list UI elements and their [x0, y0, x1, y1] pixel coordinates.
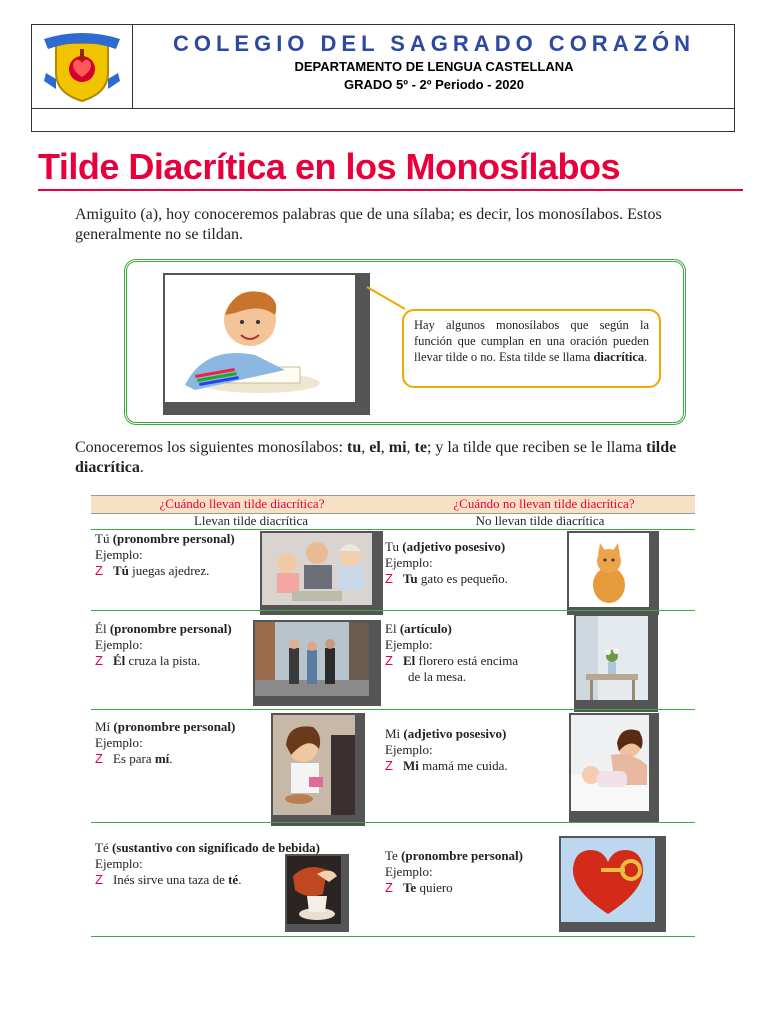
row2-left-type: (pronombre personal) [109, 621, 232, 636]
row1-right-cell [385, 539, 565, 587]
heart-photo-frame [559, 836, 666, 932]
row4-right-example-word: Te [402, 880, 417, 895]
row1-left-word: Tú [95, 531, 110, 546]
para2-start: Conoceremos los siguientes monosílabos: [75, 439, 343, 456]
row4-left-example-rest: . [238, 872, 242, 887]
mother-photo-frame [569, 713, 659, 822]
row3-right-example-rest: mamá me cuida. [418, 758, 508, 773]
example-label: Ejemplo: [385, 864, 433, 879]
word-tu: tu [346, 439, 362, 456]
row2-left-example-rest: cruza la pista. [125, 653, 201, 668]
row2-right-cell [385, 621, 565, 685]
row4-left-example-pre: Inés sirve una taza de [112, 872, 229, 887]
row4-right-type: (pronombre personal) [401, 848, 524, 863]
header-divider [32, 108, 734, 109]
row3-right-example-word: Mi [402, 758, 419, 773]
example-label: Ejemplo: [95, 735, 143, 750]
row4-right-cell [385, 848, 565, 896]
row3-right-cell [385, 726, 565, 774]
row1-left-cell [95, 531, 265, 579]
row3-left-example-rest: . [169, 751, 173, 766]
row-divider [91, 936, 695, 937]
row-divider [91, 529, 695, 530]
row2-right-word: El [385, 621, 397, 636]
speech-end: . [644, 350, 648, 364]
mother-photo [571, 715, 649, 811]
row1-right-word: Tu [385, 539, 399, 554]
row4-left-type: (sustantivo con significado de bebida) [111, 840, 321, 855]
example-label: Ejemplo: [95, 547, 143, 562]
row4-left-example-word: té [228, 872, 239, 887]
bullet-icon: Z [95, 872, 103, 887]
boy-photo [165, 275, 355, 402]
subheader-with-tilde: Llevan tilde diacrítica [193, 513, 309, 528]
row1-left-type: (pronombre personal) [112, 531, 235, 546]
row3-left-type: (pronombre personal) [113, 719, 236, 734]
example-label: Ejemplo: [95, 637, 143, 652]
speech-bubble [402, 309, 661, 388]
example-label: Ejemplo: [95, 856, 143, 871]
row3-left-example-word: mí [154, 751, 170, 766]
bullet-icon: Z [95, 653, 103, 668]
row-divider [91, 822, 695, 823]
row2-right-example-line2: de la mesa. [408, 669, 467, 684]
school-name: COLEGIO DEL SAGRADO CORAZÓN [172, 31, 696, 56]
title-underline [38, 189, 743, 191]
school-crest-icon [42, 29, 122, 105]
speech-text: Hay algunos monosílabos que según la función que cumplan en una oración pueden llevar tilde o no. Esta tilde se llama [414, 318, 649, 364]
row2-left-cell [95, 621, 265, 669]
row4-left-word: Té [95, 840, 109, 855]
row4-left-cell [95, 840, 355, 888]
para2-bold-term: tilde diacrítica [75, 439, 677, 476]
example-label: Ejemplo: [385, 742, 433, 757]
row2-right-example-rest: florero está encima [415, 653, 519, 668]
vase-photo-frame [574, 614, 658, 712]
bullet-icon: Z [385, 653, 393, 668]
row3-left-example-pre: Es para [112, 751, 155, 766]
heart-photo [561, 838, 655, 922]
example-label: Ejemplo: [385, 555, 433, 570]
row4-right-word: Te [385, 848, 398, 863]
chess-photo [262, 533, 372, 605]
speech-bold-term: diacrítica [593, 350, 645, 364]
bullet-icon: Z [385, 880, 393, 895]
row2-right-type: (artículo) [399, 621, 452, 636]
row1-left-example-word: Tú [112, 563, 129, 578]
row1-left-example-rest: juegas ajedrez. [128, 563, 210, 578]
row3-right-type: (adjetivo posesivo) [403, 726, 507, 741]
department-name: DEPARTAMENTO DE LENGUA CASTELLANA [294, 59, 574, 74]
cat-photo-frame [567, 531, 659, 615]
row3-left-cell [95, 719, 265, 767]
table-header [91, 495, 695, 514]
grade-period: GRADO 5º - 2º Periodo - 2020 [344, 77, 524, 92]
logo-cell [32, 25, 133, 108]
street-photo-frame [253, 620, 381, 706]
page-title: Tilde Diacrítica en los Monosílabos [38, 146, 620, 187]
intro-paragraph: Amiguito (a), hoy conoceremos palabras que de una sílaba; es decir, los monosílabos. Estos generalmente no se tildan. [75, 206, 662, 243]
row3-left-word: Mí [95, 719, 111, 734]
row1-right-type: (adjetivo posesivo) [402, 539, 506, 554]
para2-mid: ; y la tilde que reciben se le llama [426, 439, 643, 456]
gift-photo [273, 715, 355, 815]
gift-photo-frame [271, 713, 365, 826]
row-divider [91, 709, 695, 710]
chess-photo-frame [260, 531, 383, 615]
subheader-without-tilde: No llevan tilde diacrítica [475, 513, 605, 528]
boy-photo-frame [163, 273, 370, 415]
street-photo [255, 622, 369, 696]
bullet-icon: Z [385, 571, 393, 586]
row3-right-word: Mi [385, 726, 401, 741]
cat-photo [569, 533, 649, 607]
vase-photo [576, 616, 648, 700]
bullet-icon: Z [95, 563, 103, 578]
example-label: Ejemplo: [385, 637, 433, 652]
row2-left-example-word: Él [112, 653, 126, 668]
word-te: te [414, 439, 427, 456]
monosyllables-paragraph: Conoceremos los siguientes monosílabos: tu, el, mi, te; y la tilde que reciben se le llama tilde diacrítica. [75, 439, 677, 476]
para2-end: . [139, 459, 144, 476]
word-mi: mi [388, 439, 407, 456]
row-divider [91, 610, 695, 611]
bullet-icon: Z [385, 758, 393, 773]
row2-left-word: Él [95, 621, 107, 636]
header-without-tilde: ¿Cuándo no llevan tilde diacrítica? [453, 496, 635, 511]
header-with-tilde: ¿Cuándo llevan tilde diacrítica? [159, 496, 325, 511]
row4-right-example-rest: quiero [416, 880, 453, 895]
word-el: el [369, 439, 381, 456]
row1-right-example-rest: gato es pequeño. [417, 571, 508, 586]
document-header [31, 24, 735, 132]
row2-right-example-word: El [402, 653, 416, 668]
bullet-icon: Z [95, 751, 103, 766]
row1-right-example-word: Tu [402, 571, 418, 586]
